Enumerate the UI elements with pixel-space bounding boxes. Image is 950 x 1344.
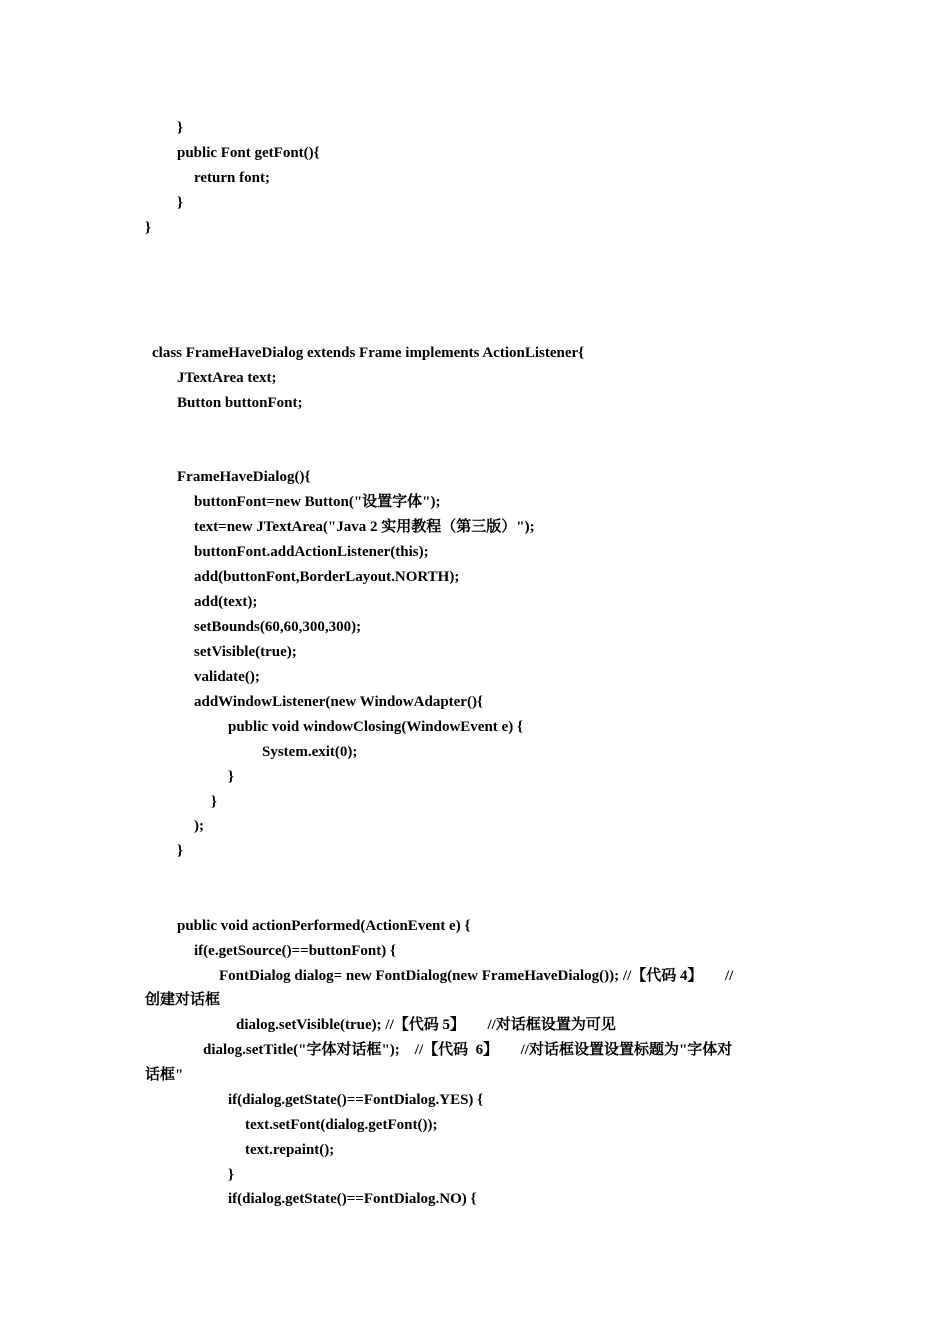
code-line: } <box>145 220 151 236</box>
code-line: return font; <box>194 170 270 186</box>
code-line: Button buttonFont; <box>177 395 303 411</box>
code-line: public Font getFont(){ <box>177 145 320 161</box>
code-line: text=new JTextArea("Java 2 实用教程（第三版）"); <box>194 519 535 535</box>
code-line: add(text); <box>194 594 258 610</box>
code-line: } <box>228 1167 234 1183</box>
code-line: } <box>177 195 183 211</box>
code-line: if(dialog.getState()==FontDialog.NO) { <box>228 1191 477 1207</box>
code-line: public void windowClosing(WindowEvent e) { <box>228 719 523 735</box>
code-line: text.setFont(dialog.getFont()); <box>245 1117 438 1133</box>
code-line: dialog.setVisible(true); //【代码 5】 //对话框设置为可见 <box>236 1017 616 1033</box>
code-line: FontDialog dialog= new FontDialog(new FrameHaveDialog()); //【代码 4】 // <box>219 968 734 984</box>
code-line: validate(); <box>194 669 260 685</box>
code-line: buttonFont=new Button("设置字体"); <box>194 494 441 510</box>
code-line: } <box>228 769 234 785</box>
code-line: 创建对话框 <box>145 992 221 1008</box>
code-line: public void actionPerformed(ActionEvent e) { <box>177 918 471 934</box>
code-line: setBounds(60,60,300,300); <box>194 619 362 635</box>
code-line: } <box>177 843 183 859</box>
code-line: System.exit(0); <box>262 744 358 760</box>
code-line: text.repaint(); <box>245 1142 335 1158</box>
code-line: FrameHaveDialog(){ <box>177 469 311 485</box>
code-line: setVisible(true); <box>194 644 297 660</box>
code-line: } <box>177 120 183 136</box>
code-line: if(e.getSource()==buttonFont) { <box>194 943 396 959</box>
code-line: add(buttonFont,BorderLayout.NORTH); <box>194 569 460 585</box>
code-line: if(dialog.getState()==FontDialog.YES) { <box>228 1092 484 1108</box>
code-line: buttonFont.addActionListener(this); <box>194 544 429 560</box>
code-line: dialog.setTitle("字体对话框"); //【代码 6】 //对话框设置设置标题为"字体对 <box>203 1042 733 1058</box>
code-line: 话框" <box>145 1067 184 1083</box>
code-line: ); <box>194 818 204 834</box>
code-line: JTextArea text; <box>177 370 277 386</box>
code-line: } <box>211 794 217 810</box>
code-line: class FrameHaveDialog extends Frame implements ActionListener{ <box>152 345 585 361</box>
code-line: addWindowListener(new WindowAdapter(){ <box>194 694 483 710</box>
